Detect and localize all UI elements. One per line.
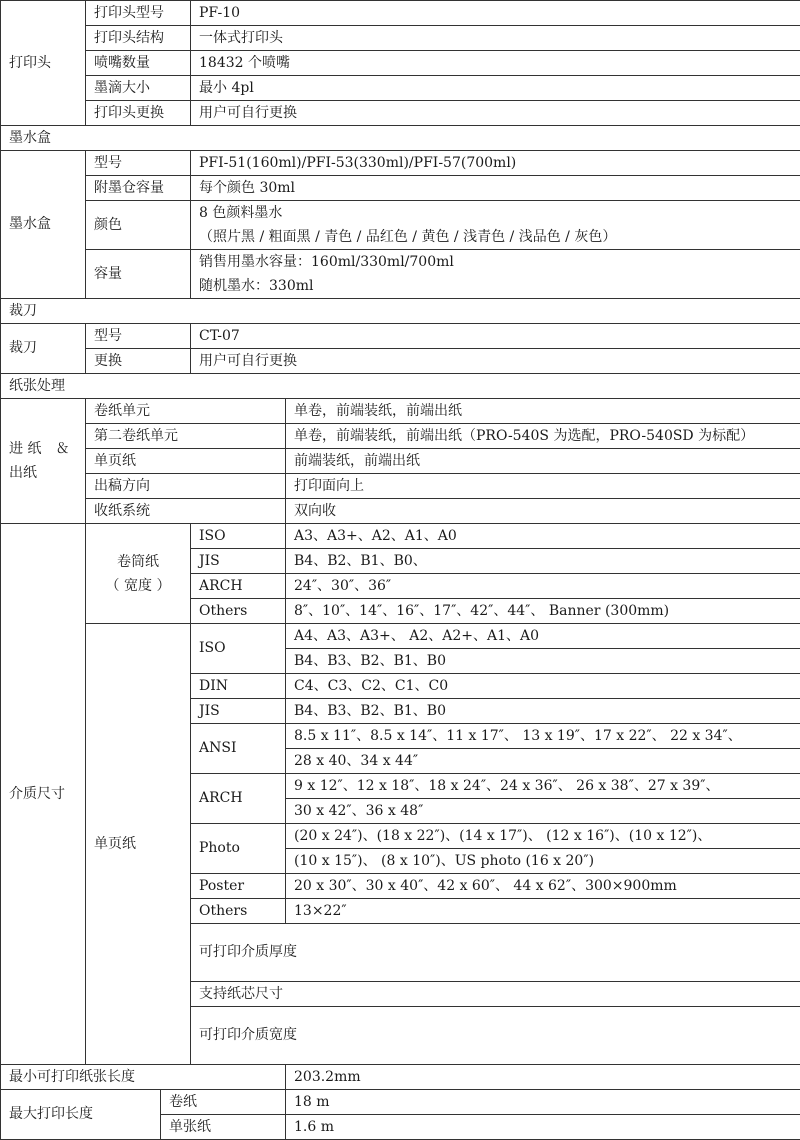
ink-row xyxy=(1,151,800,176)
spec-value: B4、B2、B1、B0、 xyxy=(286,549,800,574)
spec-label: 可打印介质厚度 xyxy=(191,924,800,982)
spec-value xyxy=(191,201,800,250)
spec-value: A4、A3、A3+、 A2、A2+、A1、A0 xyxy=(286,624,800,649)
spec-value: 打印面向上 xyxy=(286,474,800,499)
spec-label: 收纸系统 xyxy=(86,499,286,524)
spec-value: 用户可自行更换 xyxy=(191,101,800,126)
standard-label: Poster xyxy=(191,874,286,899)
bottom-row xyxy=(1,1065,800,1090)
spec-value: 20 x 30″、30 x 40″、42 x 60″、 44 x 62″、300×900mm xyxy=(286,874,800,899)
section-header-row xyxy=(1,126,800,151)
sheet-label: 单页纸 xyxy=(86,624,191,1065)
spec-value: 一体式打印头 xyxy=(191,26,800,51)
paper-group-label xyxy=(1,399,86,524)
spec-value: 最小 4pl xyxy=(191,76,800,101)
bottom-row xyxy=(1,1090,800,1115)
section-header-ink: 墨水盒 xyxy=(1,126,800,151)
spec-value: 30 x 42″、36 x 48″ xyxy=(286,799,800,824)
section-header-row xyxy=(1,299,800,324)
standard-label: ARCH xyxy=(191,574,286,599)
ink-capacity-line: 随机墨水：330ml xyxy=(199,274,792,298)
standard-label: JIS xyxy=(191,699,286,724)
standard-label: Photo xyxy=(191,824,286,874)
spec-value: 203.2mm xyxy=(286,1065,800,1090)
printhead-row xyxy=(1,1,800,26)
cutter-row xyxy=(1,349,800,374)
spec-value: 前端装纸，前端出纸 xyxy=(286,449,800,474)
ink-color-line: 8 色颜料墨水 xyxy=(199,201,792,225)
section-header-cutter: 裁刀 xyxy=(1,299,800,324)
spec-value: (10 x 15″)、 (8 x 10″)、US photo (16 x 20″) xyxy=(286,849,800,874)
spec-label: 卷纸单元 xyxy=(86,399,286,424)
spec-label: 可打印介质宽度 xyxy=(191,1007,800,1065)
ink-color-line: （照片黑 / 粗面黑 / 青色 / 品红色 / 黄色 / 浅青色 / 浅品色 / 灰色） xyxy=(199,225,792,249)
paper-group-line: 出纸 xyxy=(9,461,77,485)
paper-row xyxy=(1,449,800,474)
spec-value: PFI-51(160ml)/PFI-53(330ml)/PFI-57(700ml) xyxy=(191,151,800,176)
spec-value: A3、A3+、A2、A1、A0 xyxy=(286,524,800,549)
media-row xyxy=(1,524,800,549)
standard-label: DIN xyxy=(191,674,286,699)
spec-label: 墨滴大小 xyxy=(86,76,191,101)
spec-value: (20 x 24″)、(18 x 22″)、(14 x 17″)、 (12 x 16″)、(10 x 12″)、 xyxy=(286,824,800,849)
media-group-label: 介质尺寸 xyxy=(1,524,86,1065)
spec-value: 8″、10″、14″、16″、17″、42″、44″、 Banner (300mm) xyxy=(286,599,800,624)
standard-label: Others xyxy=(191,599,286,624)
spec-label: 最大打印长度 xyxy=(1,1090,161,1140)
spec-value: 用户可自行更换 xyxy=(191,349,800,374)
printhead-row xyxy=(1,76,800,101)
standard-label: ARCH xyxy=(191,774,286,824)
ink-row xyxy=(1,176,800,201)
spec-value: 每个颜色 30ml xyxy=(191,176,800,201)
media-row xyxy=(1,624,800,649)
printhead-group-label: 打印头 xyxy=(1,1,86,126)
spec-value: CT-07 xyxy=(191,324,800,349)
ink-group-label: 墨水盒 xyxy=(1,151,86,299)
spec-value: B4、B3、B2、B1、B0 xyxy=(286,699,800,724)
spec-value: 8.5 x 11″、8.5 x 14″、11 x 17″、 13 x 19″、17 x 22″、 22 x 34″、 xyxy=(286,724,800,749)
spec-label: 颜色 xyxy=(86,201,191,250)
spec-value: 单卷，前端装纸，前端出纸（PRO-540S 为选配，PRO-540SD 为标配） xyxy=(286,424,800,449)
paper-row xyxy=(1,499,800,524)
spec-label: 出稿方向 xyxy=(86,474,286,499)
spec-label: 打印头结构 xyxy=(86,26,191,51)
spec-label: 附墨仓容量 xyxy=(86,176,191,201)
section-header-row xyxy=(1,374,800,399)
standard-label: ANSI xyxy=(191,724,286,774)
spec-label: 更换 xyxy=(86,349,191,374)
standard-label: JIS xyxy=(191,549,286,574)
paper-group-line: 进 纸 ＆ xyxy=(9,437,77,461)
spec-label: 第二卷纸单元 xyxy=(86,424,286,449)
standard-label: ISO xyxy=(191,524,286,549)
spec-value: 9 x 12″、12 x 18″、18 x 24″、24 x 36″、 26 x 38″、27 x 39″、 xyxy=(286,774,800,799)
paper-row xyxy=(1,424,800,449)
spec-value: PF-10 xyxy=(191,1,800,26)
spec-value: 28 x 40、34 x 44″ xyxy=(286,749,800,774)
spec-value: B4、B3、B2、B1、B0 xyxy=(286,649,800,674)
ink-row xyxy=(1,201,800,250)
section-header-paper: 纸张处理 xyxy=(1,374,800,399)
printhead-row xyxy=(1,101,800,126)
spec-value: 13×22″ xyxy=(286,899,800,924)
standard-label: Others xyxy=(191,899,286,924)
spec-label: 型号 xyxy=(86,324,191,349)
spec-value xyxy=(191,250,800,299)
roll-width-label xyxy=(86,524,191,624)
roll-label-line: （ 宽度 ） xyxy=(94,574,182,598)
cutter-row xyxy=(1,324,800,349)
spec-value: 18 m xyxy=(286,1090,800,1115)
printhead-row xyxy=(1,51,800,76)
spec-label: 打印头更换 xyxy=(86,101,191,126)
printhead-row xyxy=(1,26,800,51)
spec-value: 18432 个喷嘴 xyxy=(191,51,800,76)
spec-value: 单卷，前端装纸，前端出纸 xyxy=(286,399,800,424)
spec-label: 最小可打印纸张长度 xyxy=(1,1065,286,1090)
spec-label: 型号 xyxy=(86,151,191,176)
spec-label: 喷嘴数量 xyxy=(86,51,191,76)
spec-sublabel: 卷纸 xyxy=(161,1090,286,1115)
spec-value: C4、C3、C2、C1、C0 xyxy=(286,674,800,699)
ink-row xyxy=(1,250,800,299)
ink-capacity-line: 销售用墨水容量：160ml/330ml/700ml xyxy=(199,250,792,274)
roll-label-line: 卷筒纸 xyxy=(94,550,182,574)
spec-label: 容量 xyxy=(86,250,191,299)
spec-value: 1.6 m xyxy=(286,1115,800,1140)
spec-value: 双向收 xyxy=(286,499,800,524)
standard-label: ISO xyxy=(191,624,286,674)
paper-row xyxy=(1,399,800,424)
spec-label: 打印头型号 xyxy=(86,1,191,26)
spec-sublabel: 单张纸 xyxy=(161,1115,286,1140)
spec-label: 单页纸 xyxy=(86,449,286,474)
spec-label: 支持纸芯尺寸 xyxy=(191,982,800,1007)
paper-row xyxy=(1,474,800,499)
cutter-group-label: 裁刀 xyxy=(1,324,86,374)
spec-value: 24″、30″、36″ xyxy=(286,574,800,599)
